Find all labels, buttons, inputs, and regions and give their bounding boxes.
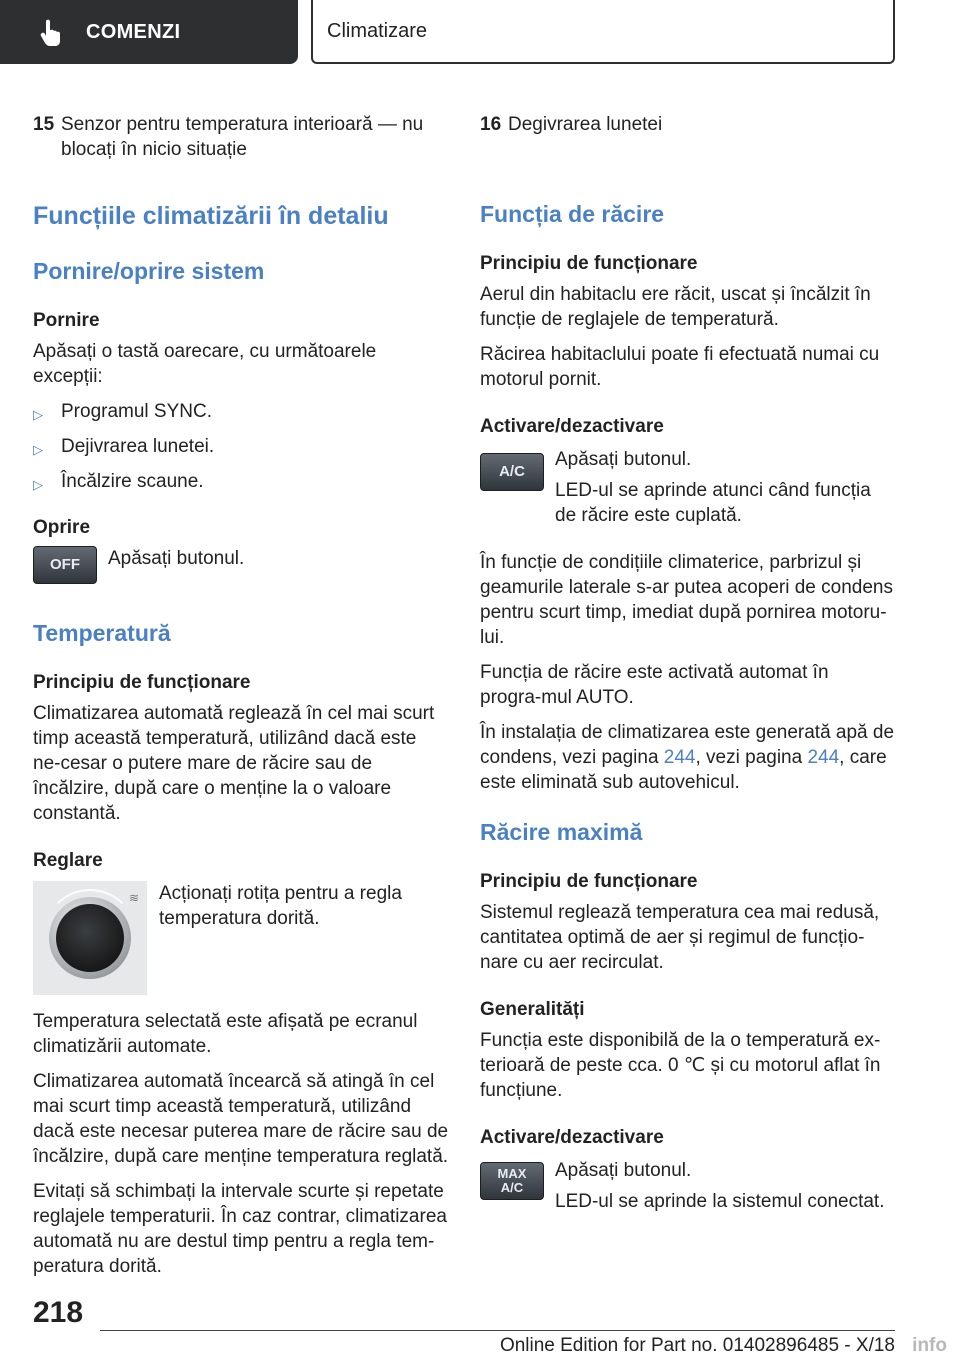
numbered-item-16	[480, 112, 895, 137]
ac-text-1: Apăsați butonul.	[555, 449, 692, 470]
left-column	[33, 112, 449, 1289]
generalities-heading: Generalități	[480, 999, 585, 1020]
principle-heading: Principiu de funcționare	[480, 253, 698, 274]
paragraph: În instalația de climatizarea este generată apă de condens, vezi pagina 244, vezi pagina 244, care este eliminată sub autovehicul.	[480, 722, 895, 793]
reglare-heading: Reglare	[33, 850, 103, 871]
principle-heading: Principiu de funcționare	[480, 871, 698, 892]
heat-icon: ≋	[128, 891, 139, 905]
paragraph: În funcție de condițiile climaterice, parbrizul și geamurile laterale s-ar putea acoperi de condens pentru scurt timp, imediat după pornirea motoru-lui.	[480, 552, 893, 648]
oprire-heading: Oprire	[33, 517, 91, 538]
triangle-bullet-icon: ▷	[33, 407, 43, 422]
oprire-row	[33, 546, 449, 584]
item-number: 16	[480, 114, 502, 135]
max-text-2: LED-ul se aprinde la sistemul conectat.	[555, 1191, 885, 1212]
list-item: ▷ Încălzire scaune.	[33, 469, 449, 497]
edition-text: Online Edition for Part no. 01402896485 - X/18	[499, 1335, 895, 1356]
page-link-244[interactable]: 244	[663, 747, 696, 768]
paragraph: Răcirea habitaclului poate fi efectuată numai cu motorul pornit.	[480, 344, 880, 390]
ac-button-image: A/C	[480, 453, 544, 491]
subsection-heading-on-off: Pornire/oprire sistem	[33, 258, 265, 284]
triangle-bullet-icon: ▷	[33, 442, 43, 457]
pornire-heading: Pornire	[33, 310, 100, 331]
item-number: 15	[33, 114, 55, 135]
max-ac-button-image: MAX A/C	[480, 1162, 544, 1200]
ac-instruction	[480, 447, 895, 528]
paragraph: Temperatura selectată este afișată pe ecranul climatizării automate.	[33, 1011, 418, 1057]
subsection-heading-max-cooling: Răcire maximă	[480, 819, 643, 845]
exceptions-list	[33, 399, 449, 497]
temperature-knob-image	[33, 881, 147, 995]
paragraph: Climatizarea automată încearcă să atingă în cel mai scurt timp această temperatură, utilizând dacă este necesar puterea mare de răcire sau de încălzire, după care menține temperatura reglată.	[33, 1071, 449, 1167]
ac-text-2a: LED-ul se aprinde atunci când funcția de răcire este cuplată.	[555, 480, 871, 526]
watermark: info	[912, 1335, 947, 1356]
section-tab	[0, 0, 298, 64]
list-item: ▷ Programul SYNC.	[33, 399, 449, 427]
item-text: Senzor pentru temperatura interioară — nu blocați în nicio situație	[61, 114, 424, 160]
numbered-item-15	[33, 112, 449, 162]
max-text-1: Apăsați butonul.	[555, 1160, 692, 1181]
chapter-tab-label: Climatizare	[327, 19, 428, 42]
subsection-heading-temperature: Temperatură	[33, 620, 171, 646]
paragraph: Evitați să schimbați la intervale scurte și repetate reglajele temperaturii. În caz contrar, climatizarea automată nu are destul timp pentru a regla tem-peratura dorită.	[33, 1181, 447, 1277]
principle-text: Climatizarea automată reglează în cel mai scurt timp această temperatură, utilizând dacă este ne-cesar o putere mare de răcire sau de încălzire, după care o menține la o valoare constantă.	[33, 703, 435, 824]
activation-heading: Activare/dezactivare	[480, 1127, 664, 1148]
reglare-text: Acționați rotița pentru a regla temperatura dorită.	[159, 883, 402, 929]
off-button-image: OFF	[33, 546, 97, 584]
paragraph: Funcția de răcire este activată automat în progra-mul AUTO.	[480, 662, 829, 708]
chapter-tab	[311, 0, 895, 64]
item-text: Degivrarea lunetei	[508, 114, 663, 135]
oprire-text: Apăsați butonul.	[108, 548, 245, 569]
pornire-text: Apăsați o tastă oarecare, cu următoarele excepții:	[33, 341, 377, 387]
footer-divider	[100, 1330, 895, 1331]
section-tab-label: COMENZI	[86, 20, 181, 43]
reglare-row	[33, 881, 449, 995]
triangle-bullet-icon: ▷	[33, 477, 43, 492]
page-link-244[interactable]: 244	[807, 747, 840, 768]
section-heading: Funcțiile climatizării în detaliu	[33, 202, 389, 230]
activation-heading: Activare/dezactivare	[480, 416, 664, 437]
principle-heading: Principiu de funcționare	[33, 672, 251, 693]
list-item: ▷ Dejivrarea lunetei.	[33, 434, 449, 462]
paragraph: Aerul din habitaclu ere răcit, uscat și încălzit în funcție de reglajele de temperatură.	[480, 284, 871, 330]
page-number: 218	[33, 1296, 84, 1329]
max-ac-instruction	[480, 1158, 895, 1214]
paragraph: Funcția este disponibilă de la o temperatură ex-terioară de peste cca. 0 ℃ și cu motorul aflat în funcțiune.	[480, 1030, 881, 1101]
hand-pointer-icon	[38, 18, 64, 46]
page-header	[0, 0, 960, 66]
right-column	[480, 112, 895, 1214]
paragraph: Sistemul reglează temperatura cea mai redusă, cantitatea optimă de aer și regimul de funcțio-nare cu aer recirculat.	[480, 902, 880, 973]
subsection-heading-cooling: Funcția de răcire	[480, 201, 665, 227]
